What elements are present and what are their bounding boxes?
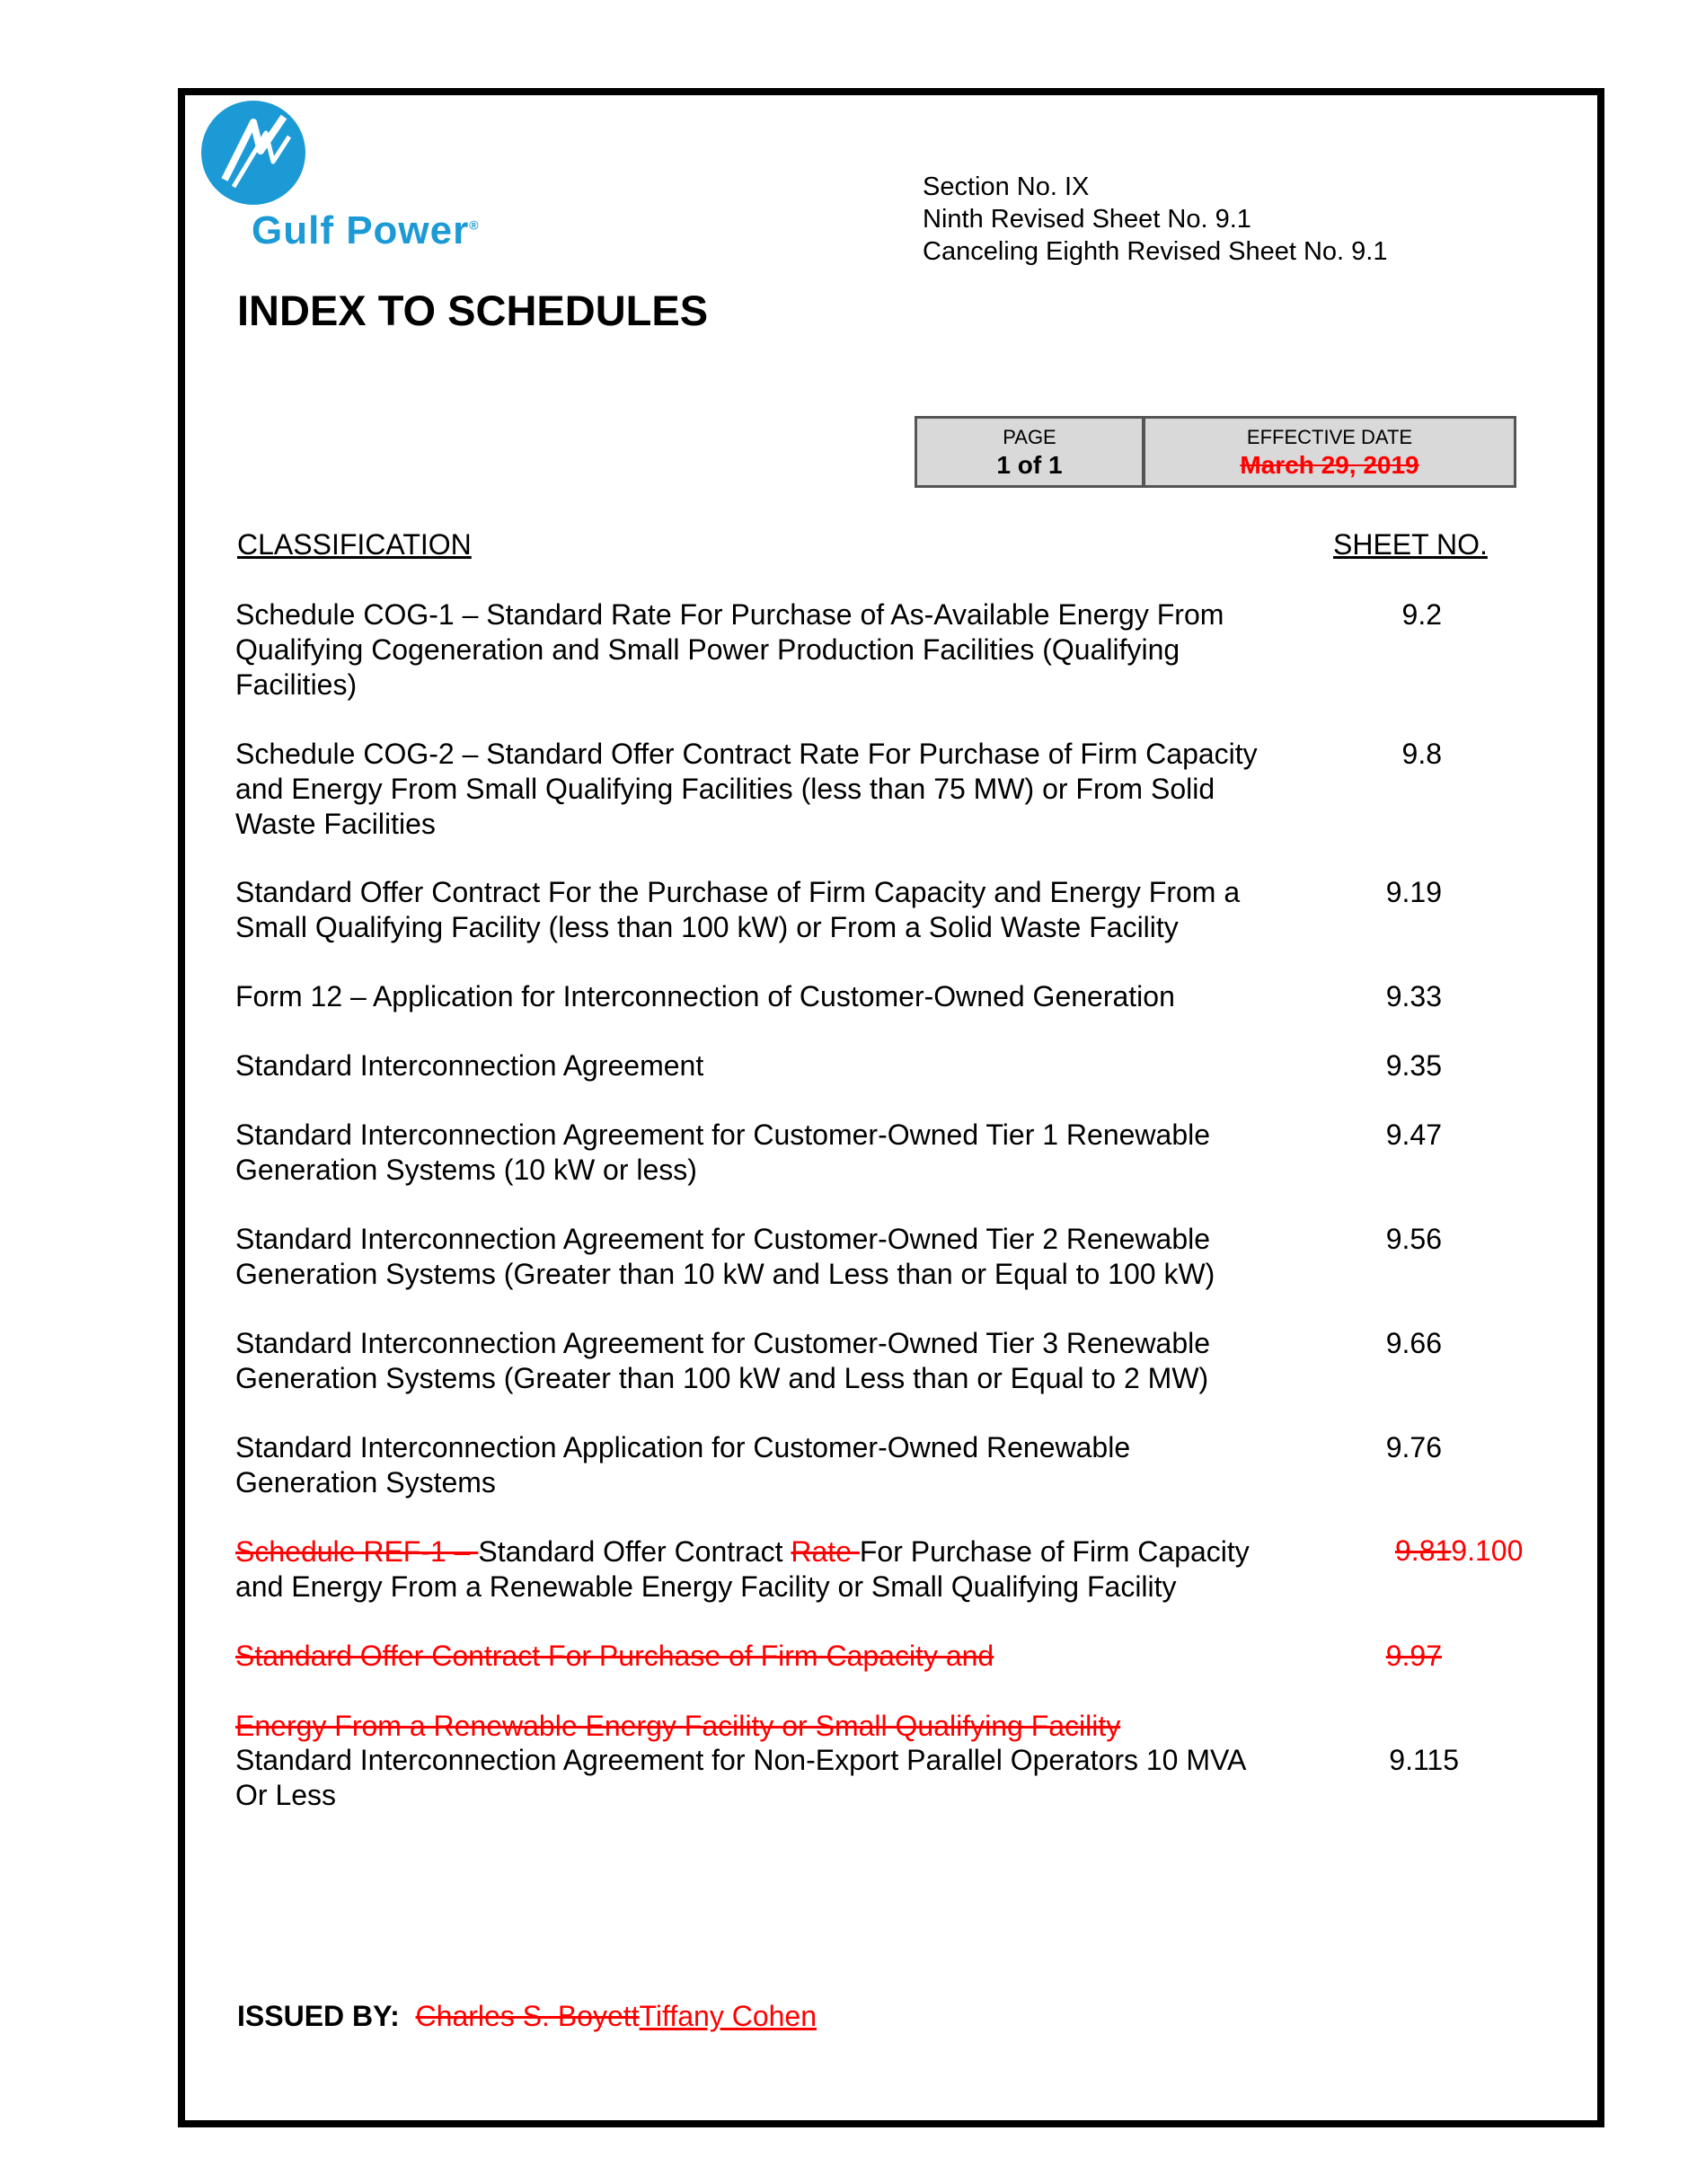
effective-date-value: March 29, 2019	[1240, 451, 1419, 479]
list-item	[235, 1430, 1442, 1500]
row-text-line: Generation Systems	[235, 1466, 496, 1499]
page-border	[178, 88, 1604, 2127]
sheet-number: 9.66	[1385, 1327, 1442, 1359]
list-item	[235, 597, 1442, 703]
row-text-line: Schedule COG-1 – Standard Rate For Purchase of As-Available Energy From	[235, 598, 1224, 631]
row-text-line: Schedule COG-2 – Standard Offer Contract Rate For Purchase of Firm Capacity	[235, 738, 1258, 770]
deleted-text: Rate	[791, 1535, 860, 1568]
list-item	[235, 1222, 1442, 1292]
row-text-line: Form 12 – Application for Interconnection of Customer-Owned Generation	[235, 980, 1175, 1012]
list-item	[235, 1048, 1442, 1083]
row-text: For Purchase of Firm Capacity	[859, 1535, 1250, 1568]
sheet-number: 9.19	[1385, 876, 1442, 908]
sheet-number: 9.33	[1385, 980, 1442, 1012]
sheet-number	[1395, 1534, 1523, 1568]
deleted-sheet-number: 9.97	[1385, 1640, 1442, 1672]
page-value: 1 of 1	[996, 451, 1063, 479]
deleted-sheet-number: 9.81	[1395, 1534, 1452, 1567]
list-item	[235, 875, 1442, 945]
sheet-number: 9.56	[1385, 1223, 1442, 1255]
row-text: Standard Offer Contract	[478, 1535, 791, 1568]
deleted-issuer-name: Charles S. Boyett	[415, 2000, 640, 2032]
sheet-number: 9.76	[1385, 1431, 1442, 1463]
deleted-list-item	[235, 1639, 1442, 1744]
sheet-number: 9.115	[1389, 1744, 1459, 1776]
canceling-sheet: Canceling Eighth Revised Sheet No. 9.1	[923, 237, 1388, 266]
deleted-text-line: Standard Offer Contract For Purchase of Firm Capacity and	[235, 1640, 994, 1672]
row-text-line	[235, 1534, 1340, 1569]
page-effective-date-box	[915, 416, 1516, 488]
row-text-line: Standard Interconnection Application for Customer-Owned Renewable	[235, 1431, 1131, 1463]
list-item	[235, 1534, 1340, 1605]
list-item	[235, 979, 1442, 1014]
row-text-line: Generation Systems (10 kW or less)	[235, 1154, 697, 1186]
row-text-line: Standard Interconnection Agreement for Non-Export Parallel Operators 10 MVA	[235, 1744, 1247, 1776]
sheet-no-heading: SHEET NO.	[1333, 528, 1488, 561]
row-text-line: Qualifying Cogeneration and Small Power Production Facilities (Qualifying	[235, 633, 1180, 666]
effective-date-cell	[1144, 416, 1516, 488]
issued-by-label: ISSUED BY:	[237, 2000, 400, 2032]
row-text-line: Standard Offer Contract For the Purchase of Firm Capacity and Energy From a	[235, 876, 1241, 908]
row-text-line: Standard Interconnection Agreement for Customer-Owned Tier 3 Renewable	[235, 1327, 1211, 1359]
row-text-line: Waste Facilities	[235, 808, 436, 840]
row-text-line: Small Qualifying Facility (less than 100 kW) or From a Solid Waste Facility	[235, 911, 1179, 943]
sheet-number: 9.8	[1401, 738, 1442, 770]
deleted-text-line: Energy From a Renewable Energy Facility or Small Qualifying Facility	[235, 1710, 1121, 1742]
inserted-issuer-name: Tiffany Cohen	[639, 2000, 817, 2032]
sheet-number: 9.35	[1385, 1049, 1442, 1082]
issued-by	[237, 2000, 817, 2033]
deleted-text: Schedule REF-1 –	[235, 1535, 479, 1568]
section-info	[923, 171, 1387, 268]
list-item	[235, 1326, 1442, 1396]
list-item	[235, 1743, 1459, 1813]
row-text-line: Standard Interconnection Agreement	[235, 1049, 704, 1082]
effective-date-label: EFFECTIVE DATE	[1246, 426, 1413, 448]
revised-sheet: Ninth Revised Sheet No. 9.1	[923, 205, 1251, 234]
row-text-line: Standard Interconnection Agreement for Customer-Owned Tier 1 Renewable	[235, 1119, 1211, 1151]
row-text-line: and Energy From Small Qualifying Facilities (less than 75 MW) or From Solid	[235, 773, 1215, 805]
row-text-line: Or Less	[235, 1779, 337, 1811]
list-item	[235, 737, 1442, 842]
classification-heading: CLASSIFICATION	[237, 528, 472, 561]
page-cell	[915, 416, 1144, 488]
inserted-sheet-number: 9.100	[1451, 1534, 1524, 1567]
row-text-line: Facilities)	[235, 668, 358, 701]
row-text-line: and Energy From a Renewable Energy Facility or Small Qualifying Facility	[235, 1570, 1177, 1603]
document-title: INDEX TO SCHEDULES	[237, 287, 709, 334]
brand-name: Gulf Power®	[252, 208, 480, 252]
list-item	[235, 1118, 1442, 1188]
row-text-line: Generation Systems (Greater than 100 kW and Less than or Equal to 2 MW)	[235, 1362, 1209, 1394]
page-label: PAGE	[1003, 426, 1056, 448]
section-number: Section No. IX	[923, 172, 1090, 201]
sheet-number: 9.47	[1385, 1119, 1442, 1151]
row-text-line: Standard Interconnection Agreement for Customer-Owned Tier 2 Renewable	[235, 1223, 1211, 1255]
sheet-number: 9.2	[1401, 598, 1442, 631]
row-text-line: Generation Systems (Greater than 10 kW and Less than or Equal to 100 kW)	[235, 1258, 1215, 1290]
